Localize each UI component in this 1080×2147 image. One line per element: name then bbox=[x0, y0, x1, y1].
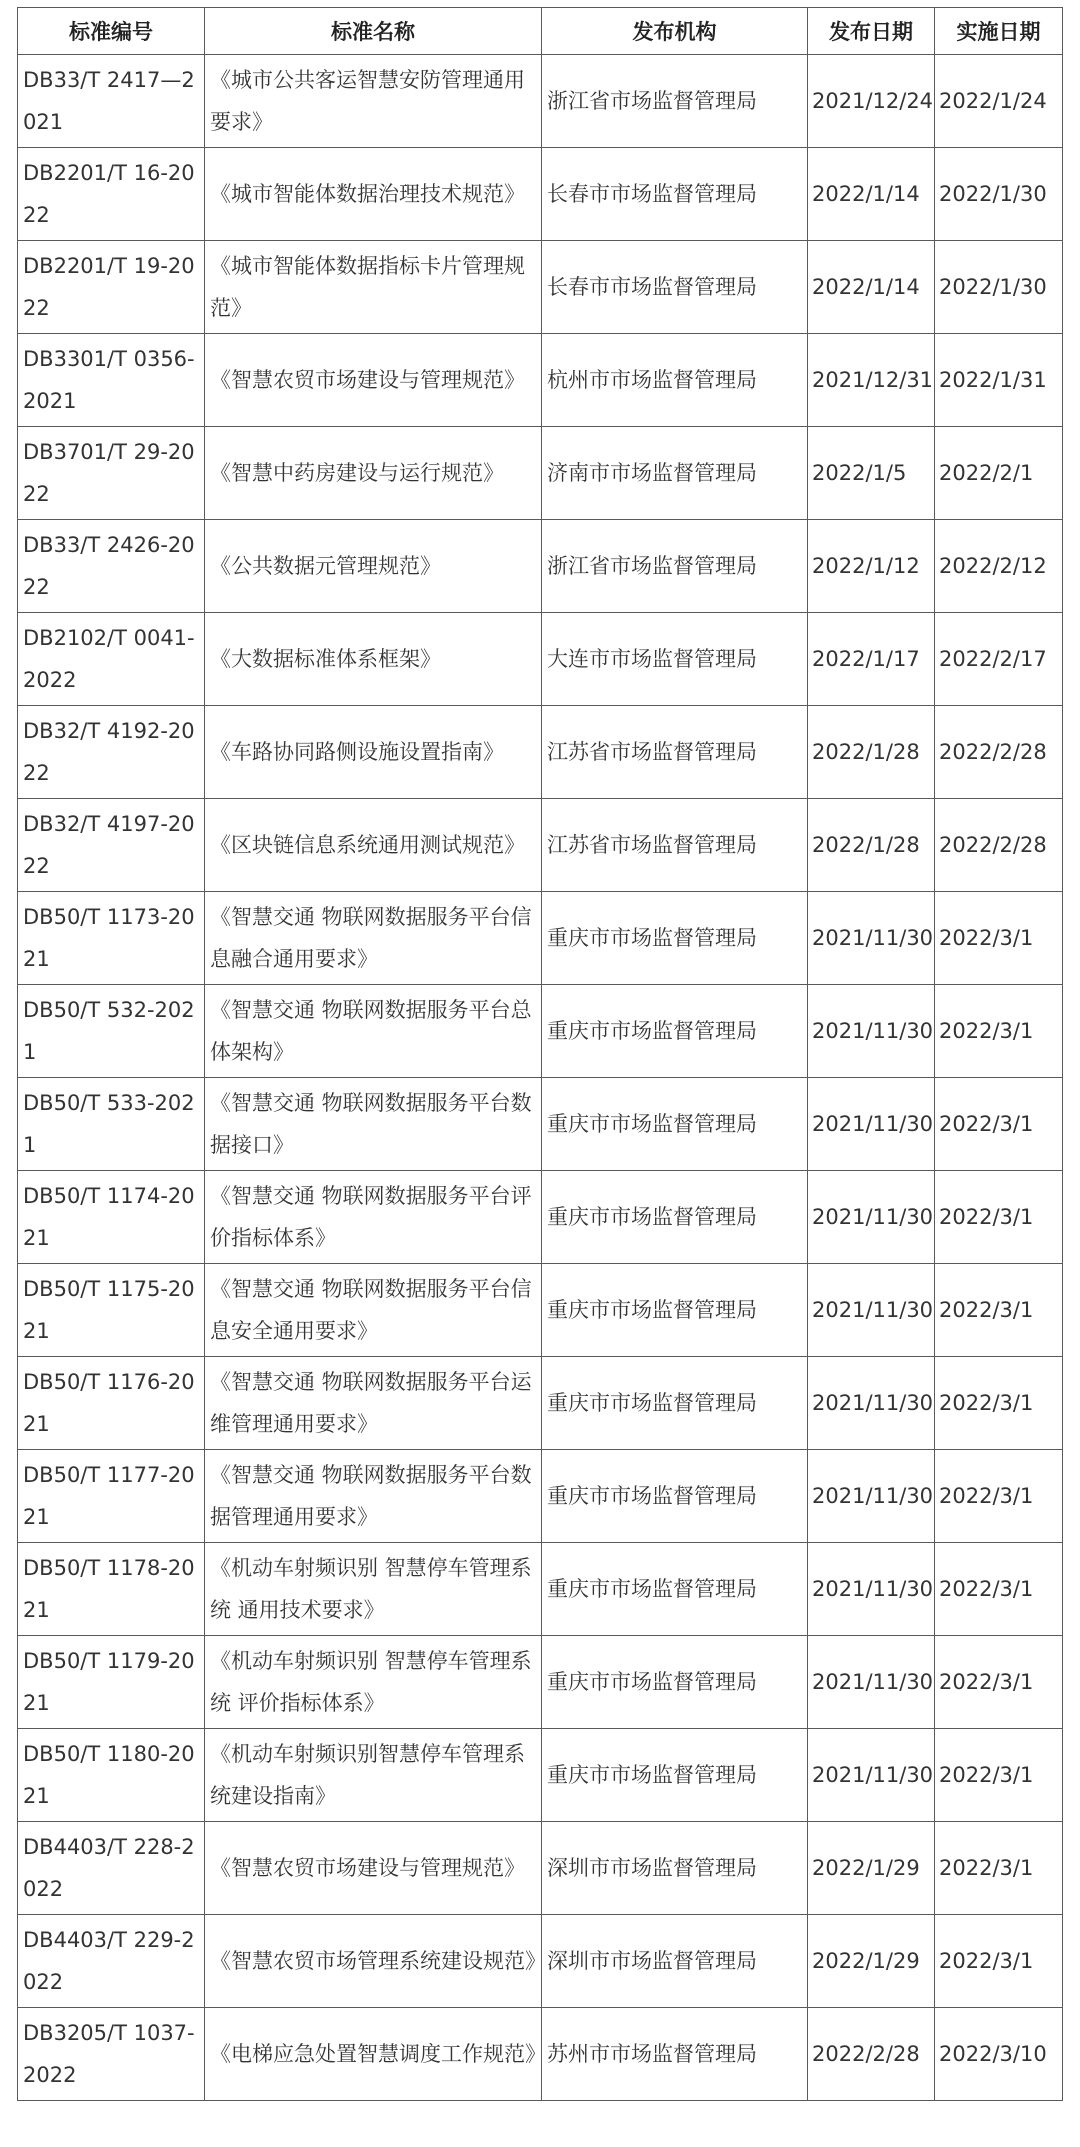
cell-standard-name: 《机动车射频识别 智慧停车管理系统 通用技术要求》 bbox=[205, 1543, 542, 1636]
cell-effective-date: 2022/3/1 bbox=[935, 1729, 1063, 1822]
table-row bbox=[18, 1450, 1063, 1543]
cell-publishing-agency: 江苏省市场监督管理局 bbox=[542, 799, 808, 892]
cell-standard-name: 《大数据标准体系框架》 bbox=[205, 613, 542, 706]
table-row bbox=[18, 1264, 1063, 1357]
cell-publishing-agency: 大连市市场监督管理局 bbox=[542, 613, 808, 706]
cell-effective-date: 2022/3/1 bbox=[935, 1450, 1063, 1543]
cell-standard-name: 《智慧交通 物联网数据服务平台数据接口》 bbox=[205, 1078, 542, 1171]
cell-publish-date: 2021/11/30 bbox=[808, 1543, 935, 1636]
cell-standard-number: DB2201/T 16-2022 bbox=[18, 148, 205, 241]
table-row bbox=[18, 1636, 1063, 1729]
cell-publishing-agency: 浙江省市场监督管理局 bbox=[542, 520, 808, 613]
cell-publishing-agency: 济南市市场监督管理局 bbox=[542, 427, 808, 520]
cell-standard-name: 《公共数据元管理规范》 bbox=[205, 520, 542, 613]
cell-standard-number: DB3205/T 1037-2022 bbox=[18, 2008, 205, 2101]
cell-standard-name: 《机动车射频识别 智慧停车管理系统 评价指标体系》 bbox=[205, 1636, 542, 1729]
cell-publish-date: 2021/11/30 bbox=[808, 1729, 935, 1822]
cell-publishing-agency: 重庆市市场监督管理局 bbox=[542, 985, 808, 1078]
cell-publish-date: 2022/1/29 bbox=[808, 1915, 935, 2008]
header-publishing-agency: 发布机构 bbox=[542, 8, 808, 55]
cell-standard-name: 《城市公共客运智慧安防管理通用要求》 bbox=[205, 55, 542, 148]
cell-standard-number: DB50/T 532-2021 bbox=[18, 985, 205, 1078]
cell-publish-date: 2022/1/28 bbox=[808, 706, 935, 799]
table-row bbox=[18, 1171, 1063, 1264]
cell-standard-number: DB3701/T 29-2022 bbox=[18, 427, 205, 520]
cell-standard-name: 《城市智能体数据治理技术规范》 bbox=[205, 148, 542, 241]
cell-effective-date: 2022/3/10 bbox=[935, 2008, 1063, 2101]
cell-publish-date: 2022/1/14 bbox=[808, 148, 935, 241]
cell-publishing-agency: 杭州市市场监督管理局 bbox=[542, 334, 808, 427]
cell-effective-date: 2022/2/1 bbox=[935, 427, 1063, 520]
cell-standard-name: 《车路协同路侧设施设置指南》 bbox=[205, 706, 542, 799]
cell-standard-number: DB50/T 1173-2021 bbox=[18, 892, 205, 985]
cell-effective-date: 2022/3/1 bbox=[935, 985, 1063, 1078]
cell-effective-date: 2022/3/1 bbox=[935, 1171, 1063, 1264]
cell-effective-date: 2022/1/30 bbox=[935, 148, 1063, 241]
table-row bbox=[18, 1822, 1063, 1915]
cell-publishing-agency: 重庆市市场监督管理局 bbox=[542, 1171, 808, 1264]
cell-publishing-agency: 重庆市市场监督管理局 bbox=[542, 1078, 808, 1171]
cell-standard-name: 《智慧交通 物联网数据服务平台信息安全通用要求》 bbox=[205, 1264, 542, 1357]
table-row bbox=[18, 148, 1063, 241]
cell-publishing-agency: 深圳市市场监督管理局 bbox=[542, 1822, 808, 1915]
cell-publish-date: 2022/1/14 bbox=[808, 241, 935, 334]
cell-standard-number: DB50/T 1176-2021 bbox=[18, 1357, 205, 1450]
cell-standard-number: DB32/T 4192-2022 bbox=[18, 706, 205, 799]
cell-standard-number: DB3301/T 0356-2021 bbox=[18, 334, 205, 427]
cell-publish-date: 2022/1/12 bbox=[808, 520, 935, 613]
table-row bbox=[18, 1357, 1063, 1450]
table-row bbox=[18, 520, 1063, 613]
cell-publish-date: 2021/11/30 bbox=[808, 1357, 935, 1450]
cell-standard-name: 《智慧交通 物联网数据服务平台信息融合通用要求》 bbox=[205, 892, 542, 985]
cell-publishing-agency: 重庆市市场监督管理局 bbox=[542, 1450, 808, 1543]
cell-standard-name: 《智慧中药房建设与运行规范》 bbox=[205, 427, 542, 520]
cell-standard-number: DB50/T 1178-2021 bbox=[18, 1543, 205, 1636]
cell-standard-name: 《智慧农贸市场管理系统建设规范》 bbox=[205, 1915, 542, 2008]
cell-publish-date: 2021/11/30 bbox=[808, 1171, 935, 1264]
cell-publishing-agency: 重庆市市场监督管理局 bbox=[542, 1357, 808, 1450]
cell-standard-number: DB32/T 4197-2022 bbox=[18, 799, 205, 892]
cell-publishing-agency: 江苏省市场监督管理局 bbox=[542, 706, 808, 799]
cell-standard-number: DB2201/T 19-2022 bbox=[18, 241, 205, 334]
cell-effective-date: 2022/3/1 bbox=[935, 1357, 1063, 1450]
table-header bbox=[18, 8, 1063, 55]
cell-standard-number: DB50/T 1179-2021 bbox=[18, 1636, 205, 1729]
cell-standard-number: DB50/T 1175-2021 bbox=[18, 1264, 205, 1357]
cell-publishing-agency: 重庆市市场监督管理局 bbox=[542, 1264, 808, 1357]
cell-publishing-agency: 浙江省市场监督管理局 bbox=[542, 55, 808, 148]
table-row bbox=[18, 55, 1063, 148]
table-body bbox=[18, 55, 1063, 2101]
cell-effective-date: 2022/1/31 bbox=[935, 334, 1063, 427]
cell-standard-number: DB4403/T 229-2022 bbox=[18, 1915, 205, 2008]
table-row bbox=[18, 799, 1063, 892]
standards-table bbox=[17, 7, 1063, 2101]
cell-publish-date: 2021/11/30 bbox=[808, 1450, 935, 1543]
cell-publish-date: 2022/1/17 bbox=[808, 613, 935, 706]
cell-publish-date: 2021/11/30 bbox=[808, 892, 935, 985]
cell-effective-date: 2022/3/1 bbox=[935, 1822, 1063, 1915]
cell-publish-date: 2022/1/28 bbox=[808, 799, 935, 892]
cell-publish-date: 2021/11/30 bbox=[808, 1636, 935, 1729]
cell-effective-date: 2022/1/30 bbox=[935, 241, 1063, 334]
cell-standard-number: DB50/T 1174-2021 bbox=[18, 1171, 205, 1264]
header-row bbox=[18, 8, 1063, 55]
table-row bbox=[18, 1915, 1063, 2008]
header-standard-number: 标准编号 bbox=[18, 8, 205, 55]
cell-publish-date: 2021/12/31 bbox=[808, 334, 935, 427]
table-row bbox=[18, 2008, 1063, 2101]
cell-publishing-agency: 重庆市市场监督管理局 bbox=[542, 1729, 808, 1822]
cell-publishing-agency: 重庆市市场监督管理局 bbox=[542, 1543, 808, 1636]
table-row bbox=[18, 1543, 1063, 1636]
table-row bbox=[18, 892, 1063, 985]
cell-standard-name: 《智慧农贸市场建设与管理规范》 bbox=[205, 334, 542, 427]
cell-publish-date: 2021/11/30 bbox=[808, 1078, 935, 1171]
cell-publish-date: 2021/11/30 bbox=[808, 1264, 935, 1357]
cell-standard-name: 《智慧农贸市场建设与管理规范》 bbox=[205, 1822, 542, 1915]
table-row bbox=[18, 334, 1063, 427]
cell-standard-name: 《区块链信息系统通用测试规范》 bbox=[205, 799, 542, 892]
table-row bbox=[18, 1729, 1063, 1822]
cell-standard-name: 《机动车射频识别智慧停车管理系统建设指南》 bbox=[205, 1729, 542, 1822]
cell-standard-name: 《城市智能体数据指标卡片管理规范》 bbox=[205, 241, 542, 334]
table-row bbox=[18, 985, 1063, 1078]
cell-publish-date: 2022/1/29 bbox=[808, 1822, 935, 1915]
table-row bbox=[18, 427, 1063, 520]
header-publish-date: 发布日期 bbox=[808, 8, 935, 55]
cell-publishing-agency: 重庆市市场监督管理局 bbox=[542, 1636, 808, 1729]
cell-effective-date: 2022/3/1 bbox=[935, 892, 1063, 985]
cell-publish-date: 2021/11/30 bbox=[808, 985, 935, 1078]
cell-standard-number: DB50/T 1177-2021 bbox=[18, 1450, 205, 1543]
cell-effective-date: 2022/3/1 bbox=[935, 1915, 1063, 2008]
cell-effective-date: 2022/2/12 bbox=[935, 520, 1063, 613]
table-row bbox=[18, 613, 1063, 706]
cell-publishing-agency: 深圳市市场监督管理局 bbox=[542, 1915, 808, 2008]
cell-effective-date: 2022/2/28 bbox=[935, 799, 1063, 892]
cell-standard-number: DB50/T 1180-2021 bbox=[18, 1729, 205, 1822]
cell-effective-date: 2022/2/28 bbox=[935, 706, 1063, 799]
cell-publishing-agency: 长春市市场监督管理局 bbox=[542, 148, 808, 241]
cell-publishing-agency: 重庆市市场监督管理局 bbox=[542, 892, 808, 985]
cell-standard-name: 《智慧交通 物联网数据服务平台总体架构》 bbox=[205, 985, 542, 1078]
cell-publish-date: 2022/1/5 bbox=[808, 427, 935, 520]
cell-effective-date: 2022/3/1 bbox=[935, 1078, 1063, 1171]
cell-standard-number: DB4403/T 228-2022 bbox=[18, 1822, 205, 1915]
cell-standard-name: 《智慧交通 物联网数据服务平台评价指标体系》 bbox=[205, 1171, 542, 1264]
cell-standard-name: 《智慧交通 物联网数据服务平台数据管理通用要求》 bbox=[205, 1450, 542, 1543]
header-effective-date: 实施日期 bbox=[935, 8, 1063, 55]
cell-effective-date: 2022/1/24 bbox=[935, 55, 1063, 148]
cell-standard-number: DB50/T 533-2021 bbox=[18, 1078, 205, 1171]
cell-standard-number: DB2102/T 0041-2022 bbox=[18, 613, 205, 706]
table-row bbox=[18, 1078, 1063, 1171]
table-row bbox=[18, 241, 1063, 334]
cell-standard-name: 《电梯应急处置智慧调度工作规范》 bbox=[205, 2008, 542, 2101]
cell-effective-date: 2022/3/1 bbox=[935, 1264, 1063, 1357]
cell-standard-name: 《智慧交通 物联网数据服务平台运维管理通用要求》 bbox=[205, 1357, 542, 1450]
table-row bbox=[18, 706, 1063, 799]
cell-publishing-agency: 苏州市市场监督管理局 bbox=[542, 2008, 808, 2101]
cell-effective-date: 2022/2/17 bbox=[935, 613, 1063, 706]
cell-effective-date: 2022/3/1 bbox=[935, 1636, 1063, 1729]
cell-effective-date: 2022/3/1 bbox=[935, 1543, 1063, 1636]
cell-publishing-agency: 长春市市场监督管理局 bbox=[542, 241, 808, 334]
cell-standard-number: DB33/T 2426-2022 bbox=[18, 520, 205, 613]
cell-standard-number: DB33/T 2417—2021 bbox=[18, 55, 205, 148]
cell-publish-date: 2021/12/24 bbox=[808, 55, 935, 148]
cell-publish-date: 2022/2/28 bbox=[808, 2008, 935, 2101]
header-standard-name: 标准名称 bbox=[205, 8, 542, 55]
